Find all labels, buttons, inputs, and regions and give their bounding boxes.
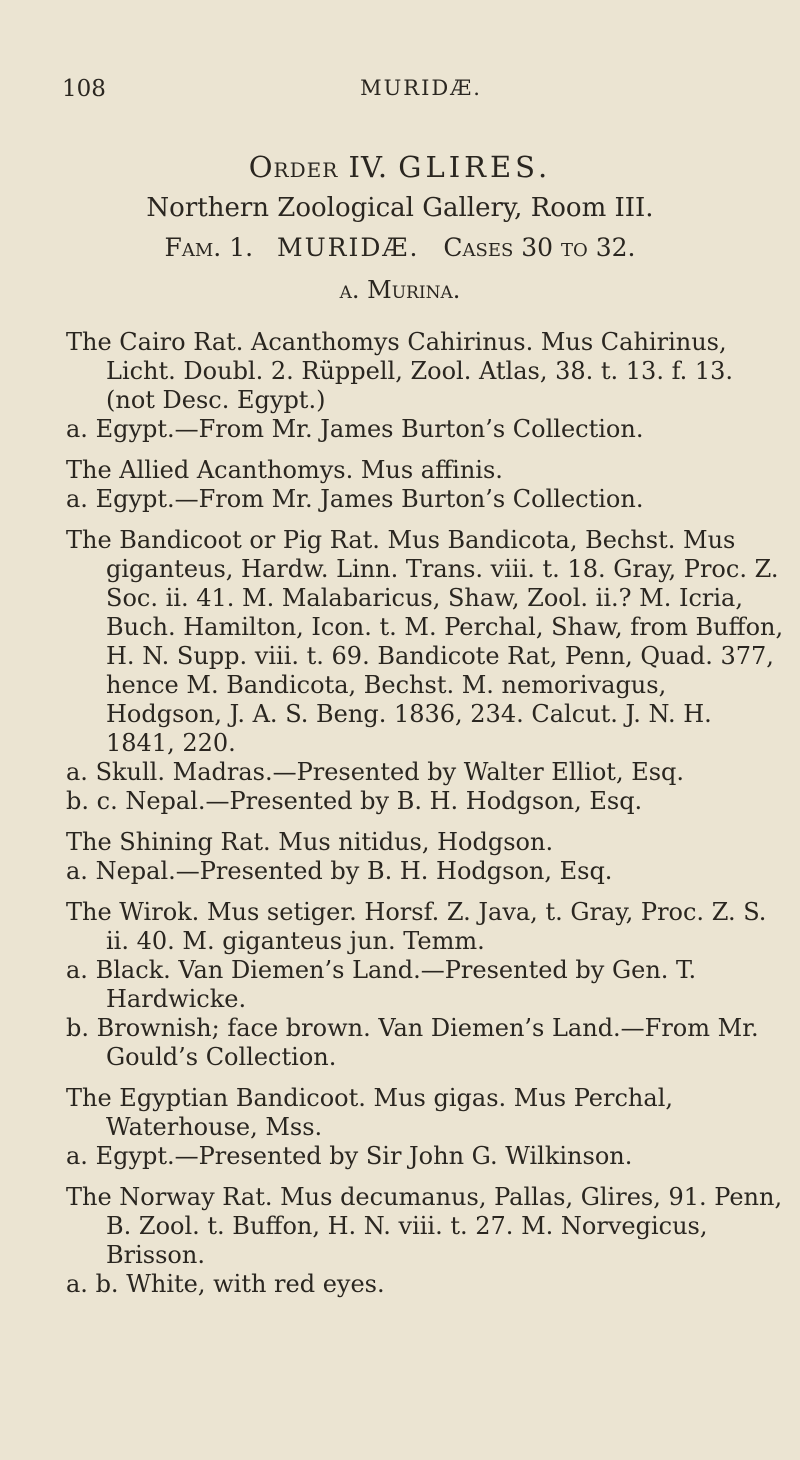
family-heading [0, 228, 800, 268]
entry-egyptian-bandicoot [66, 1084, 784, 1171]
page-header [62, 76, 760, 110]
order-name: GLIRES. [398, 150, 552, 184]
specimen-line: a. Skull. Madras.—Presented by Walter Elliot, Esq. [66, 758, 685, 786]
specimen-line: b. c. Nepal.—Presented by B. H. Hodgson, Esq. [66, 787, 643, 815]
entry-norway-rat [66, 1183, 784, 1299]
specimen-line: a. Nepal.—Presented by B. H. Hodgson, Esq. [66, 857, 613, 885]
entry-heading: The Allied Acanthomys. Mus affinis. [66, 456, 503, 484]
page-number: 108 [62, 76, 106, 102]
entry-heading: The Shining Rat. Mus nitidus, Hodgson. [66, 828, 554, 856]
family-cases: Cases 30 to 32. [443, 233, 636, 262]
order-prefix: Order IV. [248, 150, 389, 184]
entry-cairo-rat [66, 328, 784, 444]
specimen-line: a. Egypt.—Presented by Sir John G. Wilkinson. [66, 1142, 633, 1170]
specimen-line: a. Egypt.—From Mr. James Burton’s Collection. [66, 485, 644, 513]
running-title: MURIDÆ. [360, 76, 482, 100]
entry-wirok [66, 898, 784, 1072]
order-heading [0, 146, 800, 188]
entry-heading: The Norway Rat. Mus decumanus, Pallas, Glires, 91. Penn, B. Zool. t. Buffon, H. N. viii. t. 27. M. Norvegicus, Brisson. [66, 1183, 783, 1269]
specimen-line: b. Brownish; face brown. Van Diemen’s Land.—From Mr. Gould’s Collection. [66, 1014, 759, 1071]
entry-heading: The Wirok. Mus setiger. Horsf. Z. Java, t. Gray, Proc. Z. S. ii. 40. M. giganteus jun. Temm. [66, 898, 767, 955]
specimen-line: a. b. White, with red eyes. [66, 1270, 385, 1298]
entry-heading: The Egyptian Bandicoot. Mus gigas. Mus Perchal, Waterhouse, Mss. [66, 1084, 673, 1141]
family-prefix: Fam. 1. [164, 233, 254, 262]
entry-allied-acanthomys [66, 456, 784, 514]
entry-heading: The Bandicoot or Pig Rat. Mus Bandicota, Bechst. Mus giganteus, Hardw. Linn. Trans. viii. t. 18. Gray, Proc. Z. Soc. ii. 41. M. Malabaricus, Shaw, Zool. ii.? M. Icria, Buch. Hamilton, Icon. t. M. Perchal, Shaw, from Buffon, H. N. Supp. viii. t. 69. Bandicote Rat, Penn, Quad. 377, hence M. Bandicota, Bechst. M. nemorivagus, Hodgson, J. A. S. Beng. 1836, 234. Calcut. J. N. H. 1841, 220. [66, 526, 784, 757]
entry-shining-rat [66, 828, 784, 886]
entry-heading: The Cairo Rat. Acanthomys Cahirinus. Mus Cahirinus, Licht. Doubl. 2. Rüppell, Zool. Atlas, 38. t. 13. f. 13. (not Desc. Egypt.) [66, 328, 734, 414]
section-titles [0, 146, 800, 312]
subfamily-heading: a. Murina. [339, 276, 461, 304]
entry-bandicoot-rat [66, 526, 784, 816]
specimen-line: a. Egypt.—From Mr. James Burton’s Collection. [66, 415, 644, 443]
specimen-line: a. Black. Van Diemen’s Land.—Presented by Gen. T. Hardwicke. [66, 956, 697, 1013]
family-name: MURIDÆ. [277, 233, 420, 262]
gallery-heading: Northern Zoological Gallery, Room III. [146, 193, 654, 223]
catalogue-body [66, 328, 784, 1311]
